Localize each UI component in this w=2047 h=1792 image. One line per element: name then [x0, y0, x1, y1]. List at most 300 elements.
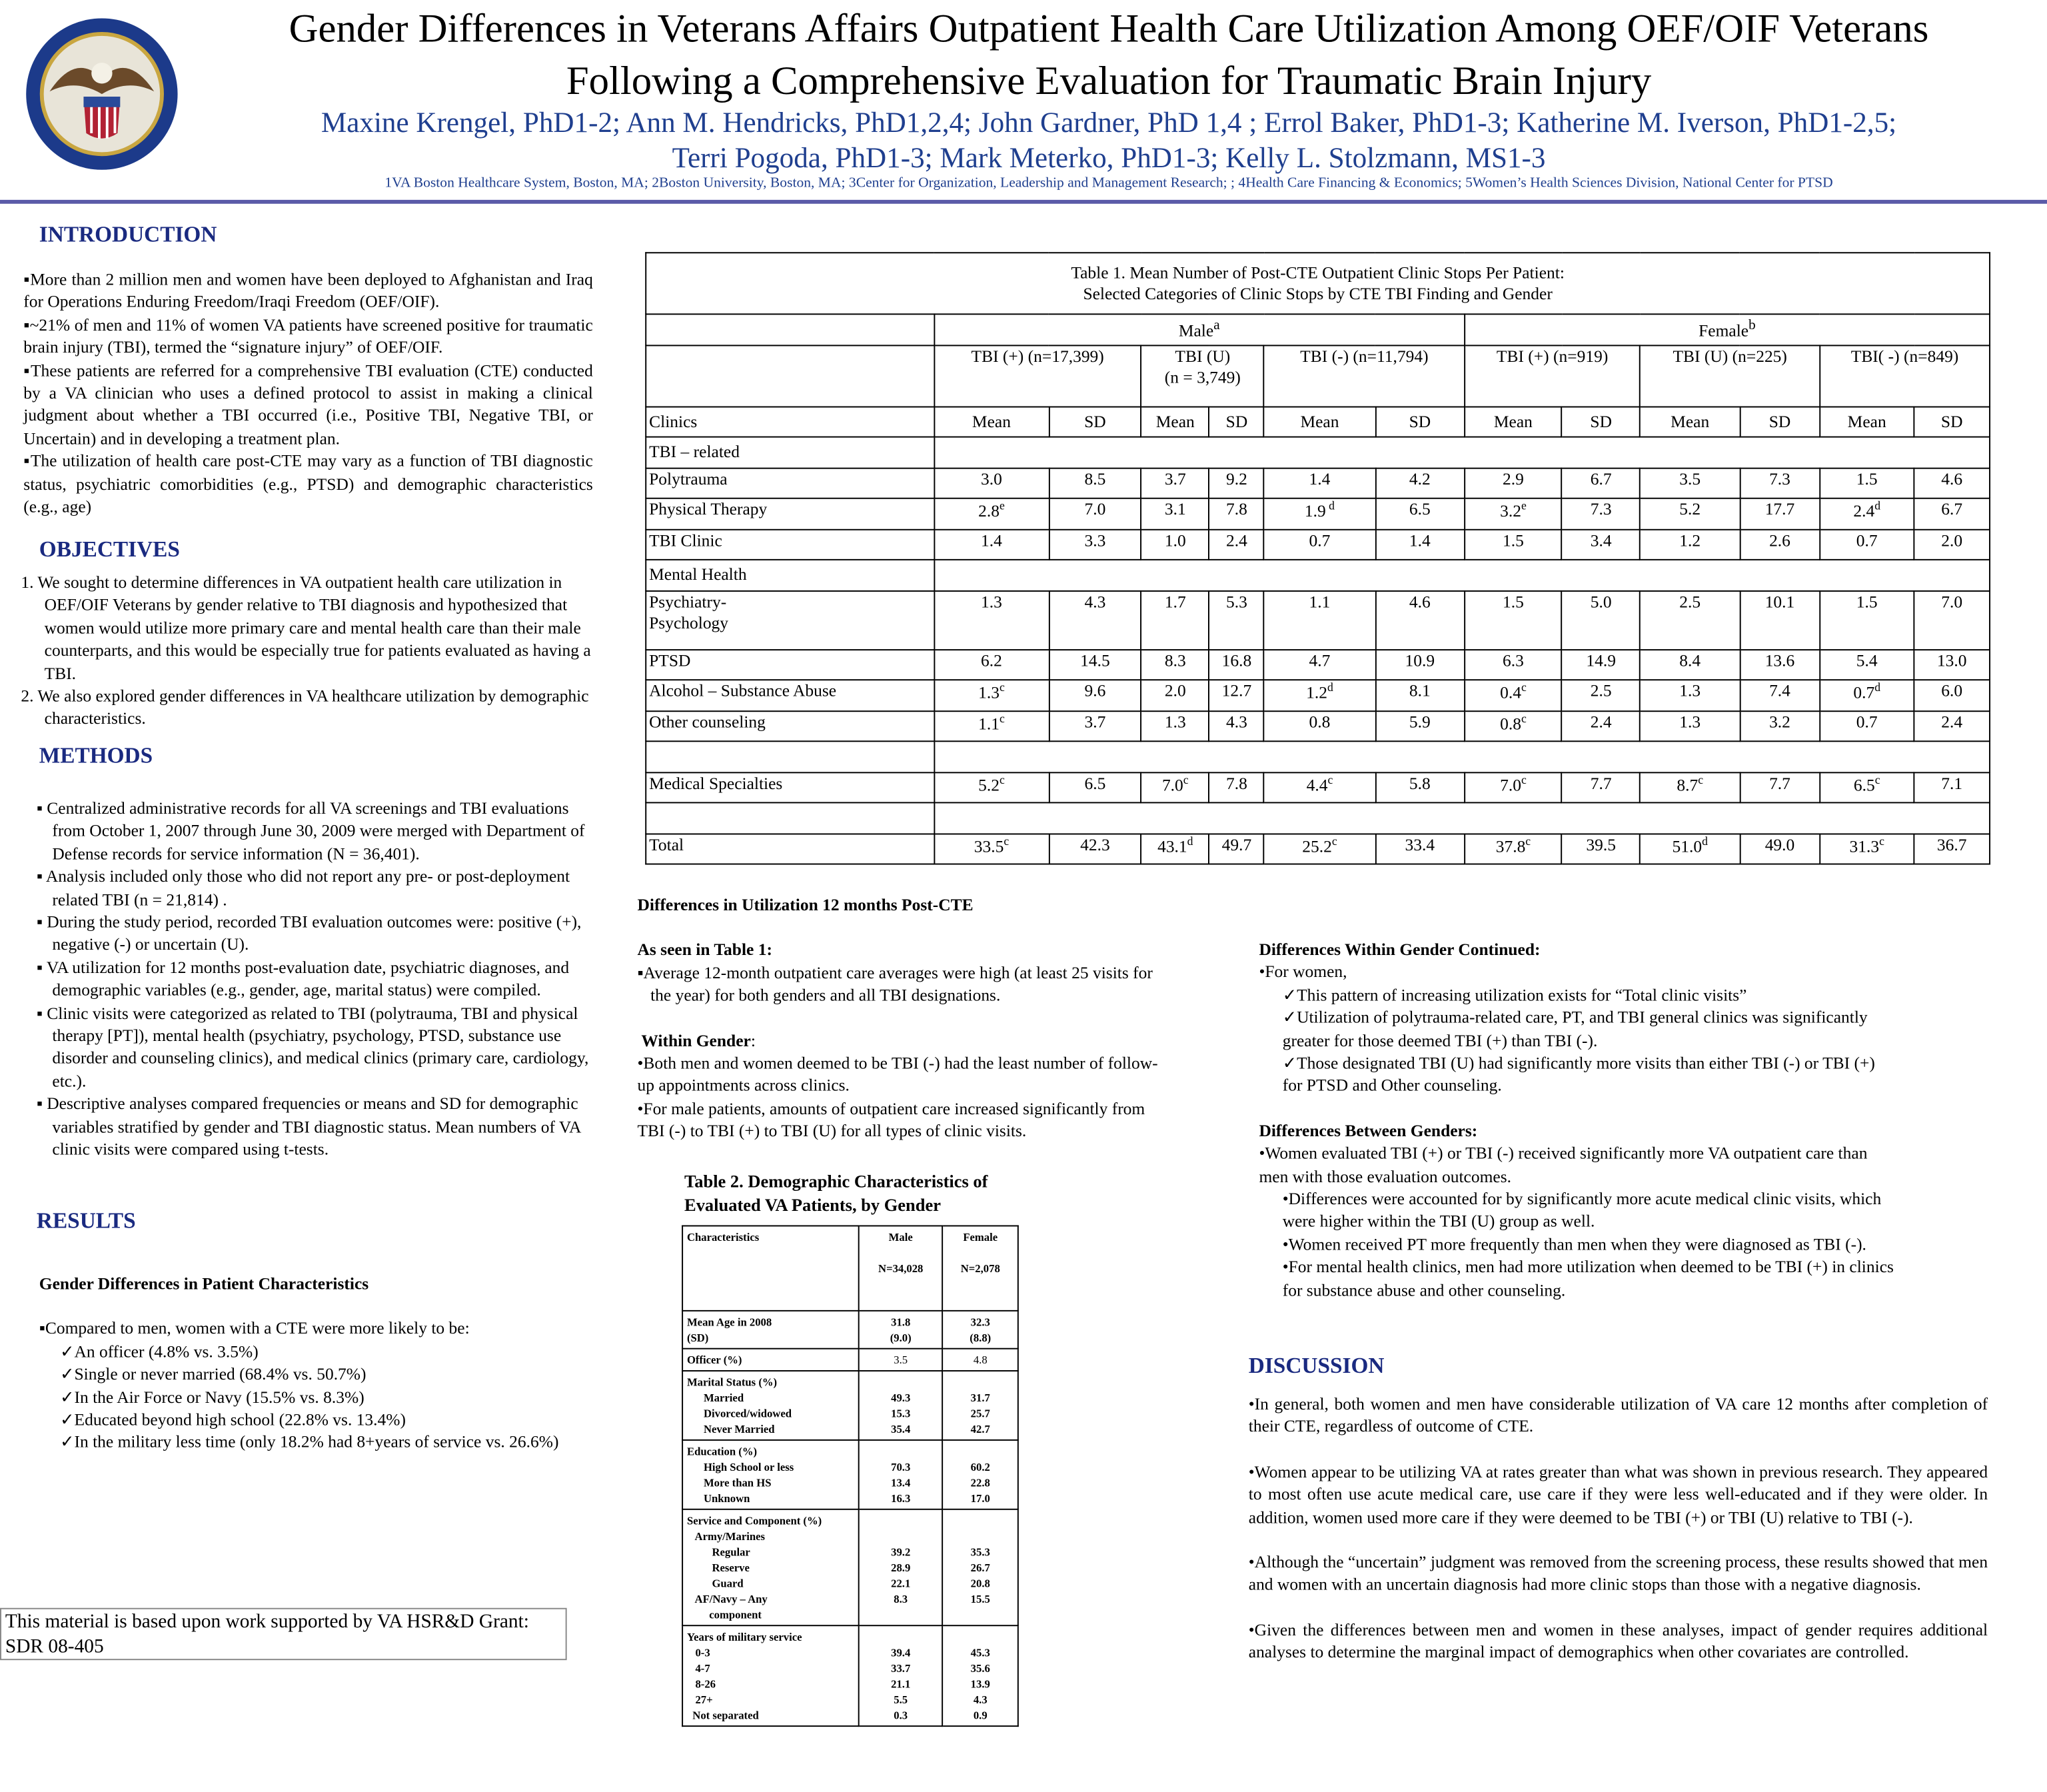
cell-value: 7.4 [1769, 680, 1790, 700]
table-cell [1465, 772, 1562, 802]
table-cell [1375, 680, 1465, 710]
table-cell [1740, 649, 1820, 680]
row-label-text: Mean Age in 2008 [686, 1315, 772, 1329]
row-label [646, 590, 934, 649]
cell-value: 4.4 [1306, 774, 1328, 794]
cell-value: 14.9 [1586, 650, 1617, 670]
table-cell [1209, 649, 1264, 680]
between-lead: •Women evaluated TBI (+) or TBI (-) received significantly more VA outpatient care than men with those evaluation outcomes. [1259, 1143, 1868, 1186]
table-cell [1914, 468, 1990, 498]
table-cell [1375, 649, 1465, 680]
cell-value: 1.1 [1309, 590, 1331, 611]
male-cell [859, 1509, 943, 1625]
cell-value: 2.4 [1590, 711, 1612, 731]
cell-value [948, 1513, 1014, 1529]
male-cell [859, 1625, 943, 1726]
utilization-heading: Differences in Utilization 12 months Post-CTE [637, 894, 974, 914]
between-heading: Differences Between Genders: [1259, 1120, 1478, 1140]
results-check-item: ✓An officer (4.8% vs. 3.5%) [60, 1341, 259, 1361]
between-item: •Women received PT more frequently than men when they were diagnosed as TBI (-). [1282, 1234, 1866, 1254]
table-row [646, 437, 1990, 468]
table-cell [1465, 468, 1562, 498]
cell-value: 7.0 [1161, 774, 1183, 794]
cell-superscript: c [1874, 772, 1880, 786]
table-row [682, 1440, 1018, 1509]
cell-superscript: c [999, 680, 1005, 694]
row-label-text: Officer (%) [686, 1353, 742, 1367]
table-cell [1914, 529, 1990, 560]
table-cell [1820, 772, 1914, 802]
between-item: •For mental health clinics, men had more utilization when deemed to be TBI (+) in clinics for substance abuse and other counseling. [1282, 1257, 1894, 1300]
cell-value: 8.5 [1084, 468, 1106, 488]
table-cell [1375, 498, 1465, 529]
table-cell [1049, 590, 1141, 649]
cell-value: 42.7 [970, 1422, 990, 1436]
cell-value: 4.6 [1941, 468, 1963, 488]
female-cell [943, 1349, 1018, 1371]
cell-value: 0.7 [1856, 529, 1878, 550]
table-cell [1141, 680, 1209, 710]
row-label [646, 772, 934, 802]
objectives-heading: OBJECTIVES [39, 536, 180, 562]
row-label-text: Reserve [686, 1561, 750, 1574]
cell-value: (8.8) [970, 1331, 992, 1344]
cell-value: 1.7 [1164, 590, 1186, 611]
table-row [646, 649, 1990, 680]
results-heading: RESULTS [36, 1208, 136, 1234]
cell-value: 6.5 [1853, 774, 1875, 794]
cell-value: 3.0 [981, 468, 1002, 488]
cell-value [864, 1528, 938, 1544]
characteristics-header [682, 1226, 859, 1310]
cell-value: 16.3 [891, 1491, 911, 1505]
female-sup: b [1748, 317, 1756, 333]
cell-value: 35.6 [970, 1661, 990, 1675]
row-label [646, 802, 934, 833]
female-n: N=2,078 [960, 1262, 1000, 1275]
table-cell [1640, 680, 1740, 710]
table-cell [1640, 710, 1740, 741]
row-label [646, 649, 934, 680]
cell-value: 14.5 [1080, 650, 1110, 670]
cell-value: 6.5 [1084, 772, 1106, 792]
row-label [646, 468, 934, 498]
clinics-label: Clinics [646, 407, 934, 437]
cell-value: 5.2 [1679, 498, 1701, 519]
row-label-text: 8-26 [686, 1677, 716, 1691]
cell-superscript: c [1525, 834, 1531, 848]
male-label: Male [888, 1230, 913, 1244]
male-column-header [859, 1226, 943, 1310]
cell-value: 6.7 [1941, 498, 1963, 519]
discussion-paragraph: •Women appear to be utilizing VA at rates greater than what was shown in previous research. They appeared to most often use acute medical care, use care if they were less well-educated and if they were older. In addition, women used more care if they were deemed to be TBI (+) or TBI (U) relative to TBI (-). [1248, 1461, 1988, 1527]
table-1-caption-line: Selected Categories of Clinic Stops by CTE TBI Finding and Gender [1083, 283, 1553, 303]
cell-value: 0.3 [894, 1708, 908, 1722]
table-row [682, 1625, 1018, 1726]
sd-header: SD [1209, 407, 1264, 437]
cell-superscript: d [1702, 834, 1708, 848]
tbi-group-header [934, 345, 1141, 406]
within-gender-item: •For male patients, amounts of outpatient care increased significantly from TBI (-) to TBI (+) to TBI (U) for all types of clinic visits. [637, 1098, 1145, 1141]
cell-value: 7.8 [1226, 772, 1247, 792]
table-2 [682, 1225, 1019, 1727]
table-cell [1141, 468, 1209, 498]
row-label-text: Guard [686, 1576, 744, 1590]
cell-value: 2.4 [1853, 500, 1875, 520]
table-row [646, 560, 1990, 590]
methods-body [37, 797, 590, 1161]
table-row [646, 802, 1990, 833]
female-cell [943, 1625, 1018, 1726]
row-label-text: AF/Navy – Any [686, 1592, 768, 1605]
cell-value [948, 1607, 1014, 1623]
introduction-body [23, 268, 593, 518]
cell-value: 4.2 [1409, 468, 1431, 488]
row-label-text: Regular [686, 1545, 750, 1559]
table-row [646, 529, 1990, 560]
table-cell [1740, 498, 1820, 529]
table-cell [1914, 649, 1990, 680]
row-label [682, 1509, 859, 1625]
male-cell [859, 1349, 943, 1371]
sd-header: SD [1914, 407, 1990, 437]
cell-value: 15.3 [891, 1406, 911, 1420]
poster-title [183, 3, 2034, 107]
table-row [646, 772, 1990, 802]
table-1 [645, 252, 1990, 864]
cell-value: 2.0 [1164, 680, 1186, 700]
characteristics-label: Characteristics [686, 1230, 760, 1244]
cell-value: 0.7 [1309, 529, 1331, 550]
cell-value: 6.3 [1503, 650, 1524, 670]
utilization-section [637, 894, 1165, 1143]
cell-superscript: d [1327, 680, 1333, 694]
table-cell [934, 437, 1990, 468]
intro-bullet: ▪The utilization of health care post-CTE may vary as a function of TBI diagnostic status, psychiatric comorbidities (e.g., PTSD) and demographic characteristics (e.g., age) [23, 450, 593, 516]
cell-value: 3.2 [1500, 500, 1521, 520]
results-body [39, 1272, 627, 1453]
table-1-caption-row [646, 253, 1990, 314]
table-row [646, 498, 1990, 529]
cell-value: 7.8 [1226, 498, 1247, 519]
row-label-text: 0-3 [686, 1645, 710, 1659]
cell-value: 39.2 [891, 1545, 911, 1559]
row-label [682, 1371, 859, 1440]
table-cell [1049, 772, 1141, 802]
intro-bullet: ▪More than 2 million men and women have been deployed to Afghanistan and Iraq for Operations Enduring Freedom/Iraqi Freedom (OEF/OIF). [23, 269, 593, 312]
cell-value: 3.4 [1590, 529, 1612, 550]
tbi-group-header [1820, 345, 1990, 406]
table-1-gender-row [646, 314, 1990, 345]
cell-value: 25.2 [1302, 836, 1332, 856]
table-cell [1640, 772, 1740, 802]
cell-value: 4.3 [1084, 590, 1106, 611]
cell-value [864, 1607, 938, 1623]
cell-value [864, 1443, 938, 1459]
methods-bullet: ▪ Clinic visits were categorized as related to TBI (polytrauma, TBI and physical therapy [PT]), mental health (psychiatry, psychology, PTSD, substance use disorder and counseling clinics), and medical clinics (primary care, cardiology, etc.). [36, 1002, 589, 1091]
table-cell [1141, 649, 1209, 680]
row-label-text: (SD) [686, 1331, 709, 1344]
cell-value: 31.8 [891, 1315, 911, 1329]
cell-value: 13.6 [1764, 650, 1795, 670]
table-cell [1264, 710, 1375, 741]
objective-item: 1. We sought to determine differences in VA outpatient health care utilization in OEF/OIF Veterans by gender relative to TBI diagnosis and hypothesized that women would utilize more primary care and mental health care than their male counterparts, and this would be especially true for patients evaluated as having a TBI. [21, 572, 591, 683]
cell-value: 33.7 [891, 1661, 911, 1675]
table-cell [1740, 529, 1820, 560]
table-cell [934, 560, 1990, 590]
cell-value: 31.3 [1849, 836, 1880, 856]
tbi-group-n: (n = 3,749) [1164, 366, 1241, 387]
female-cell [943, 1311, 1018, 1349]
cell-value: 70.3 [891, 1460, 911, 1473]
table-cell [1141, 529, 1209, 560]
table-cell [1914, 590, 1990, 649]
table-cell [934, 590, 1049, 649]
cell-value: 2.5 [1679, 590, 1701, 611]
table-cell [1640, 468, 1740, 498]
table-cell [1562, 772, 1640, 802]
cell-value: 7.0 [1941, 590, 1963, 611]
table-cell [1049, 649, 1141, 680]
tbi-group-header [1465, 345, 1641, 406]
cell-value: 7.0 [1084, 498, 1106, 519]
table-row [682, 1371, 1018, 1440]
row-label-text: PTSD [649, 650, 691, 670]
table-row [646, 468, 1990, 498]
table-cell [1640, 833, 1740, 864]
table-cell [1820, 710, 1914, 741]
cell-superscript: e [1521, 498, 1527, 512]
table-row [682, 1349, 1018, 1371]
table-cell [1914, 772, 1990, 802]
tbi-group-label: TBI (+) (n=17,399) [971, 345, 1104, 365]
mean-header: Mean [1465, 407, 1562, 437]
table-row [646, 710, 1990, 741]
table-cell [1264, 590, 1375, 649]
methods-bullet: ▪ During the study period, recorded TBI evaluation outcomes were: positive (+), negative (-) or uncertain (U). [36, 912, 582, 954]
cell-value: (9.0) [890, 1331, 912, 1344]
cell-value: 5.3 [1226, 590, 1247, 611]
cell-superscript: d [1874, 498, 1881, 512]
cell-value: 1.3 [1164, 711, 1186, 731]
cell-value: 21.1 [891, 1677, 911, 1691]
row-label-text: Psychiatry- [649, 590, 727, 611]
table-cell [1049, 680, 1141, 710]
table-cell [1375, 710, 1465, 741]
cell-value: 6.7 [1590, 468, 1612, 488]
cell-value: 4.3 [973, 1693, 988, 1706]
table-2-header-row [682, 1226, 1018, 1310]
cell-value: 31.7 [970, 1391, 990, 1404]
sd-header: SD [1375, 407, 1465, 437]
table-cell [1740, 833, 1820, 864]
row-label [646, 741, 934, 772]
cell-value: 1.5 [1503, 590, 1524, 611]
cell-value: 45.3 [970, 1645, 990, 1659]
cell-value: 7.7 [1590, 772, 1612, 792]
table-cell [1209, 833, 1264, 864]
table-cell [1914, 680, 1990, 710]
row-label-text: Service and Component (%) [686, 1513, 822, 1527]
cell-value: 43.1 [1157, 836, 1187, 856]
table-1-caption-line: Table 1. Mean Number of Post-CTE Outpatient Clinic Stops Per Patient: [1071, 262, 1565, 283]
row-label-text: Medical Specialties [649, 772, 783, 792]
cell-value: 1.4 [1309, 468, 1331, 488]
table-cell [1209, 772, 1264, 802]
cell-superscript: c [1521, 711, 1527, 724]
cell-value: 39.5 [1586, 834, 1617, 854]
table-cell [1049, 710, 1141, 741]
row-label-text: component [686, 1607, 762, 1621]
row-label-text: High School or less [686, 1460, 794, 1473]
table-cell [1562, 468, 1640, 498]
cell-value: 5.9 [1409, 711, 1431, 731]
cell-superscript: c [1331, 834, 1337, 848]
cell-value: 1.2 [1679, 529, 1701, 550]
table-cell [934, 802, 1990, 833]
cell-value: 6.2 [981, 650, 1002, 670]
results-check-item: ✓Educated beyond high school (22.8% vs. 13.4%) [60, 1409, 406, 1429]
mean-header: Mean [1141, 407, 1209, 437]
table-cell [1375, 529, 1465, 560]
table-cell [1209, 680, 1264, 710]
table-cell [934, 529, 1049, 560]
within-gender-item: •Both men and women deemed to be TBI (-) had the least number of follow-up appointments across clinics. [637, 1052, 1158, 1096]
row-label-text: Married [686, 1391, 744, 1404]
cell-superscript: d [1187, 834, 1193, 848]
table-cell [1465, 833, 1562, 864]
methods-bullet: ▪ Descriptive analyses compared frequencies or means and SD for demographic variables stratified by gender and TBI diagnostic status. Mean numbers of VA clinic visits were compared using t-tests. [36, 1094, 580, 1159]
male-sup: a [1213, 317, 1220, 333]
table-cell [1264, 498, 1375, 529]
row-label [646, 710, 934, 741]
row-label-text: Physical Therapy [649, 498, 768, 519]
cell-value: 42.3 [1080, 834, 1110, 854]
within-gender-label: Within Gender [641, 1030, 751, 1050]
table-cell [1820, 649, 1914, 680]
tbi-group-label: TBI (-) (n=11,794) [1300, 345, 1429, 365]
female-label: Female [963, 1230, 998, 1244]
tbi-group-label: TBI (+) (n=919) [1496, 345, 1609, 365]
row-label-text: Not separated [686, 1708, 759, 1722]
table-cell [1820, 468, 1914, 498]
table-cell [1914, 710, 1990, 741]
row-label-text: Marital Status (%) [686, 1375, 778, 1389]
grant-box [0, 1608, 567, 1660]
table-cell [1465, 680, 1562, 710]
cell-value: 28.9 [891, 1561, 911, 1574]
cell-value: 16.8 [1221, 650, 1252, 670]
cell-value: 1.5 [1856, 590, 1878, 611]
cell-value: 4.6 [1409, 590, 1431, 611]
row-label-text: 27+ [686, 1693, 713, 1706]
table-cell [1640, 498, 1740, 529]
authors-line-2: Terri Pogoda, PhD1-3; Mark Meterko, PhD1-3; Kelly L. Stolzmann, MS1-3 [672, 141, 1546, 174]
table-cell [1209, 468, 1264, 498]
cell-value: 3.2 [1769, 711, 1790, 731]
discussion-paragraph: •Although the “uncertain” judgment was removed from the screening process, these results showed that men and women with an uncertain diagnosis had more clinic stops than those with a negative diagnosis. [1248, 1551, 1988, 1595]
table-cell [1465, 590, 1562, 649]
table-cell [646, 345, 934, 406]
table-cell [934, 710, 1049, 741]
cell-superscript: d [1325, 498, 1335, 512]
title-line-2: Following a Comprehensive Evaluation for Traumatic Brain Injury [566, 57, 1652, 103]
between-item: •Differences were accounted for by significantly more acute medical clinic visits, which were higher within the TBI (U) group as well. [1282, 1188, 1882, 1232]
cell-value: 10.1 [1764, 590, 1795, 611]
results-check-item: ✓In the military less time (only 18.2% had 8+years of service vs. 26.6%) [60, 1432, 559, 1452]
intro-bullet: ▪~21% of men and 11% of women VA patients have screened positive for traumatic brain injury (TBI), termed the “signature injury” of OEF/OIF. [23, 314, 593, 357]
table-cell [934, 680, 1049, 710]
table-cell [1141, 498, 1209, 529]
row-label [646, 529, 934, 560]
table-row [682, 1509, 1018, 1625]
table-cell [1209, 529, 1264, 560]
table-cell [1209, 498, 1264, 529]
table-cell [1141, 710, 1209, 741]
table-cell [1740, 590, 1820, 649]
cell-value: 8.3 [1164, 650, 1186, 670]
table-cell [1049, 468, 1141, 498]
row-label [682, 1625, 859, 1726]
mean-header: Mean [1264, 407, 1375, 437]
cell-value: 49.0 [1764, 834, 1795, 854]
row-label-text: Polytrauma [649, 468, 728, 488]
cell-value: 37.8 [1495, 836, 1526, 856]
cell-value: 0.8 [1500, 712, 1521, 733]
row-label-text: Alcohol – Substance Abuse [649, 680, 837, 700]
cell-value: 0.8 [1309, 711, 1331, 731]
cell-value: 17.0 [970, 1491, 990, 1505]
cell-value: 6.5 [1409, 498, 1431, 519]
table-cell [1914, 498, 1990, 529]
cell-value: 0.9 [973, 1708, 988, 1722]
table-row [646, 741, 1990, 772]
cell-value [948, 1443, 1014, 1459]
cell-superscript: c [999, 711, 1005, 724]
row-label [646, 680, 934, 710]
table-1-group-row [646, 345, 1990, 406]
va-seal-icon [23, 16, 180, 173]
table-cell [934, 772, 1049, 802]
cell-value: 35.4 [891, 1422, 911, 1436]
table-cell [1820, 680, 1914, 710]
row-label-text: Years of military service [686, 1630, 802, 1643]
cell-value: 22.8 [970, 1475, 990, 1489]
table-cell [1141, 772, 1209, 802]
results-subheading: Gender Differences in Patient Characteristics [39, 1274, 369, 1294]
table-cell [1209, 590, 1264, 649]
cell-value: 32.3 [970, 1315, 990, 1329]
cell-value: 20.8 [970, 1576, 990, 1590]
within-gender-colon: : [750, 1030, 756, 1050]
female-header [1465, 314, 1990, 345]
cell-value: 25.7 [970, 1406, 990, 1420]
male-header [934, 314, 1465, 345]
cell-value: 10.9 [1405, 650, 1435, 670]
cell-value: 1.5 [1503, 529, 1524, 550]
cell-value: 3.5 [1679, 468, 1701, 488]
cell-value: 33.5 [974, 836, 1004, 856]
table-cell [1465, 649, 1562, 680]
table-cell [1740, 710, 1820, 741]
table-row [646, 680, 1990, 710]
row-label-text: Other counseling [649, 711, 766, 731]
table-cell [1264, 833, 1375, 864]
cell-value: 5.5 [894, 1693, 908, 1706]
cell-superscript: c [1698, 772, 1704, 786]
results-lead: ▪Compared to men, women with a CTE were more likely to be: [39, 1318, 470, 1338]
methods-bullet: ▪ Centralized administrative records for all VA screenings and TBI evaluations from October 1, 2007 through June 30, 2009 were merged with Department of Defense records for service information (N = 36,401). [36, 798, 585, 864]
